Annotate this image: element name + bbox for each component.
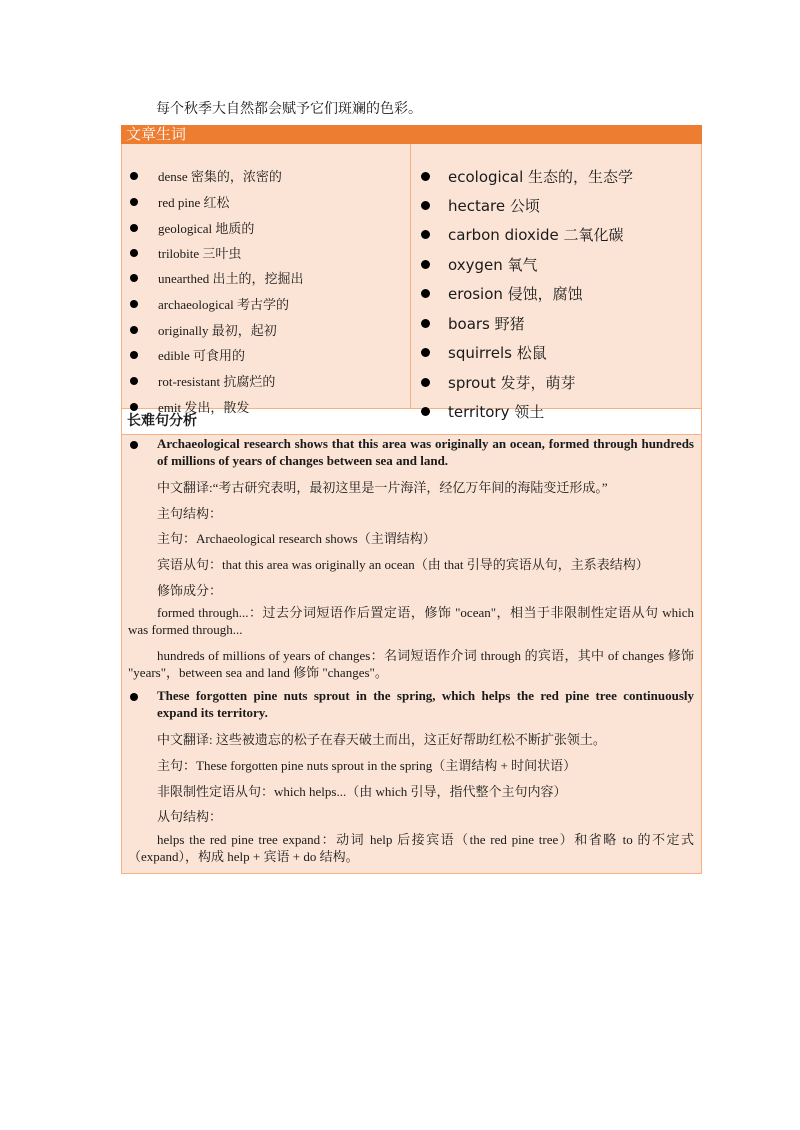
vocab-item: trilobite 三叶虫 bbox=[122, 243, 241, 262]
vocab-item: emit 发出，散发 bbox=[122, 397, 249, 416]
bullet-icon bbox=[421, 289, 430, 298]
sentence-1-object-clause: 宾语从句：that this area was originally an ocean（由 that 引导的宾语从句，主系表结构） bbox=[157, 557, 649, 572]
vocab-item: red pine 红松 bbox=[122, 192, 229, 211]
bullet-icon bbox=[421, 348, 430, 357]
vocab-item: unearthed 出土的，挖掘出 bbox=[122, 268, 304, 287]
bullet-icon bbox=[130, 249, 138, 257]
vocab-item: archaeological 考古学的 bbox=[122, 294, 289, 313]
sentence-2-clause-structure-label: 从句结构： bbox=[157, 809, 223, 824]
vocab-item: squirrels 松鼠 bbox=[411, 342, 547, 363]
vocab-item: erosion 侵蚀，腐蚀 bbox=[411, 283, 583, 304]
vocab-item: carbon dioxide 二氧化碳 bbox=[411, 224, 624, 245]
sentence-2-text: These forgotten pine nuts sprout in the spring, which helps the red pine tree continuously expand its territory. bbox=[157, 688, 694, 720]
sentence-2-translation: 中文翻译: 这些被遗忘的松子在春天破土而出，这正好帮助红松不断扩张领土。 bbox=[157, 732, 606, 747]
vocab-column-right bbox=[411, 144, 701, 421]
vocab-item: oxygen 氧气 bbox=[411, 254, 538, 275]
sentence-2-clause-structure: helps the red pine tree expand：动词 help 后接宾语（the red pine tree）和省略 to 的不定式（expand），构成 help + 宾语 + do 结构。 bbox=[128, 832, 694, 864]
sentence-1-modifier-2: hundreds of millions of years of changes：名词短语作介词 through 的宾语，其中 of changes 修饰 "years"，between sea and land 修饰 "changes"。 bbox=[128, 648, 694, 680]
bullet-icon bbox=[421, 201, 430, 210]
sentence-1-translation: 中文翻译:“考古研究表明，最初这里是一片海洋，经亿万年间的海陆变迁形成。” bbox=[157, 480, 608, 495]
bullet-icon bbox=[130, 300, 138, 308]
analysis-section-title: 长难句分析 bbox=[121, 409, 702, 434]
vocab-item: territory 领土 bbox=[411, 401, 544, 422]
study-sheet bbox=[121, 125, 702, 874]
bullet-icon bbox=[130, 172, 138, 180]
bullet-icon bbox=[130, 198, 138, 206]
vocab-item: geological 地质的 bbox=[122, 218, 254, 237]
sentence-1-modifier-label: 修饰成分： bbox=[157, 583, 223, 598]
bullet-icon bbox=[130, 274, 138, 282]
sentence-1-main-clause: 主句：Archaeological research shows（主谓结构） bbox=[157, 531, 436, 546]
sentence-2-relative-clause: 非限制性定语从句：which helps...（由 which 引导，指代整个主句内容） bbox=[157, 784, 567, 799]
bullet-icon bbox=[421, 407, 430, 416]
bullet-icon bbox=[130, 326, 138, 334]
vocab-item: edible 可食用的 bbox=[122, 345, 245, 364]
sentence-1-modifier-1: formed through...：过去分词短语作后置定语，修饰 "ocean"，相当于非限制性定语从句 which was formed through... bbox=[128, 605, 694, 637]
intro-line: 每个秋季大自然都会赋予它们斑斓的色彩。 bbox=[156, 102, 422, 117]
bullet-icon bbox=[130, 693, 138, 701]
bullet-icon bbox=[421, 378, 430, 387]
bullet-icon bbox=[130, 377, 138, 385]
bullet-icon bbox=[130, 441, 138, 449]
bullet-icon bbox=[130, 224, 138, 232]
vocab-item: sprout 发芽，萌芽 bbox=[411, 372, 576, 393]
vocab-column-left bbox=[122, 144, 411, 415]
vocab-item: dense 密集的，浓密的 bbox=[122, 166, 282, 185]
sentence-1-structure-label: 主句结构： bbox=[157, 506, 223, 521]
bullet-icon bbox=[421, 319, 430, 328]
vocab-item: rot-resistant 抗腐烂的 bbox=[122, 371, 275, 390]
sentence-2-main-clause: 主句：These forgotten pine nuts sprout in the spring（主谓结构 + 时间状语） bbox=[157, 758, 577, 773]
vocab-section-title: 文章生词 bbox=[121, 125, 702, 144]
bullet-icon bbox=[421, 230, 430, 239]
bullet-icon bbox=[421, 260, 430, 269]
analysis-table bbox=[121, 434, 702, 874]
vocab-item: originally 最初，起初 bbox=[122, 320, 277, 339]
sentence-1-text: Archaeological research shows that this area was originally an ocean, formed through hundreds of millions of years of changes between sea and land. bbox=[157, 436, 694, 468]
bullet-icon bbox=[421, 172, 430, 181]
vocab-item: hectare 公顷 bbox=[411, 195, 540, 216]
bullet-icon bbox=[130, 351, 138, 359]
vocab-item: ecological 生态的，生态学 bbox=[411, 166, 633, 187]
vocab-item: boars 野猪 bbox=[411, 313, 525, 334]
bullet-icon bbox=[130, 403, 138, 411]
